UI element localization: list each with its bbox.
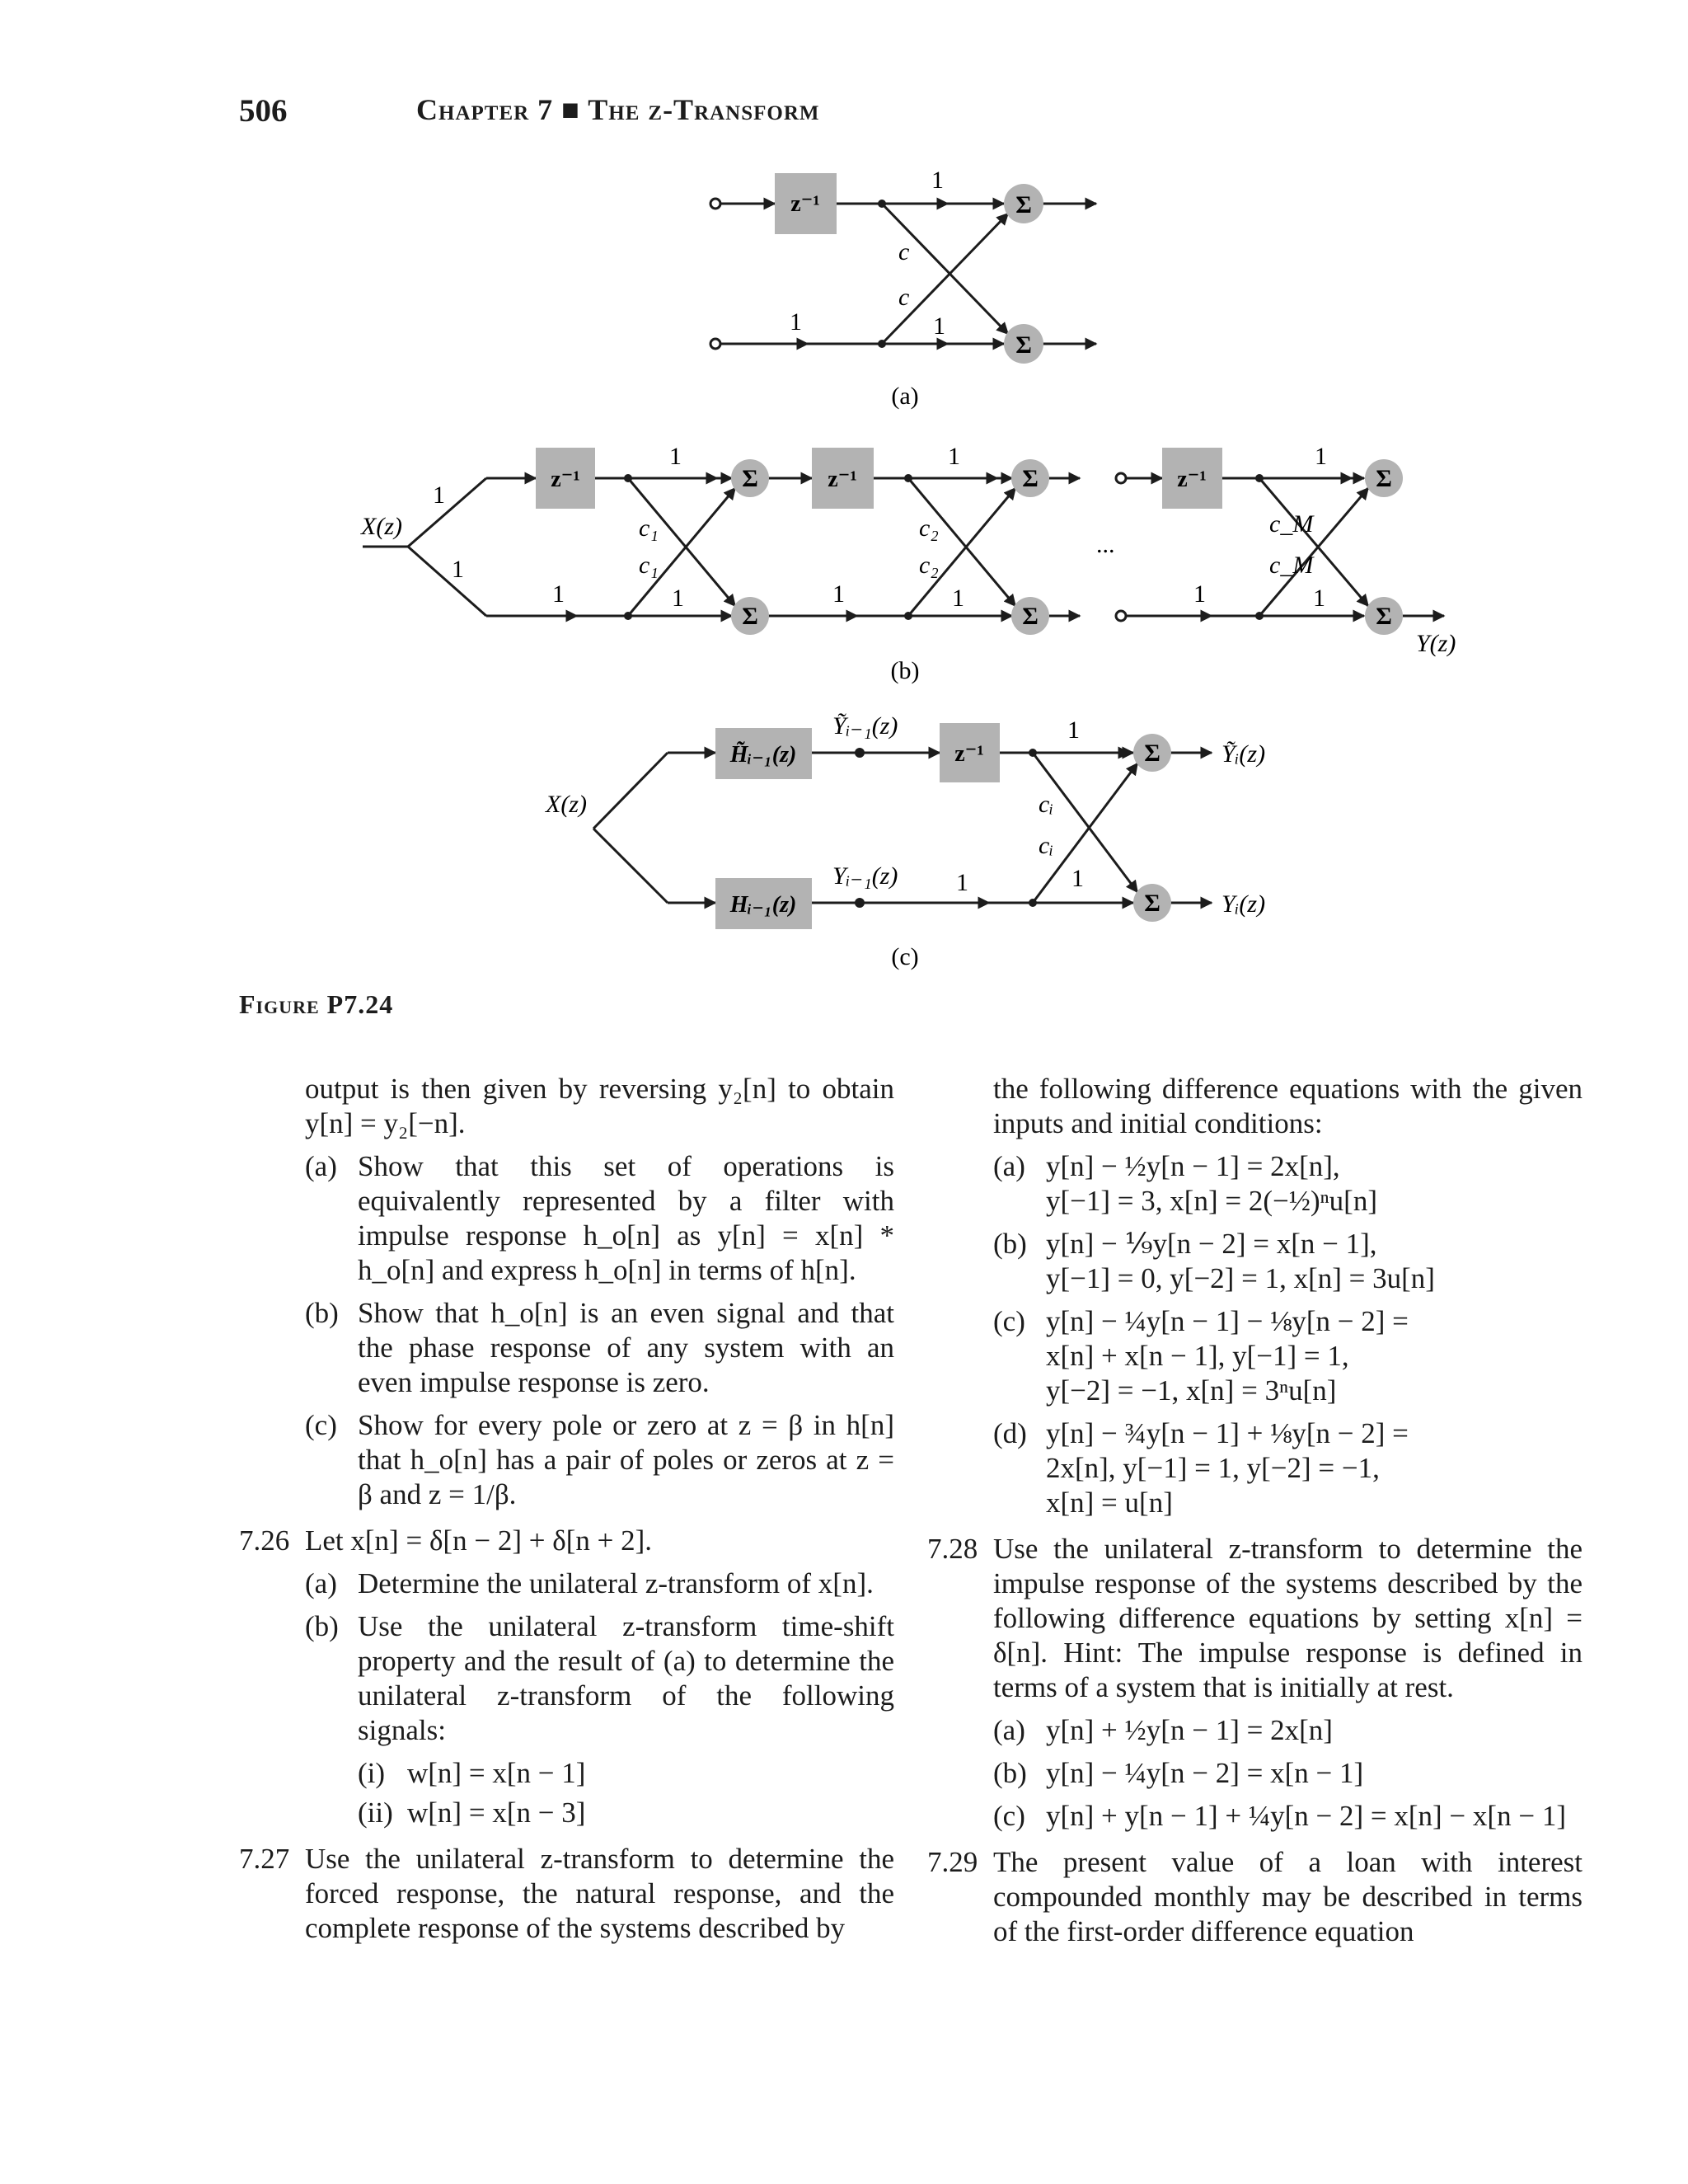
gain-label: 1: [1313, 585, 1325, 612]
equation-line: y[−2] = −1, x[n] = 3ⁿu[n]: [1046, 1374, 1337, 1407]
item-label: (i): [358, 1757, 386, 1789]
sum-label: Σ: [1144, 890, 1160, 917]
equation-line: y[−1] = 3, x[n] = 2(−½)ⁿu[n]: [1046, 1185, 1377, 1217]
item-text: Show that this set of operations is equivalently represented by a filter with impulse response h_o[n] as y[n] = x[n] * h_o[n] and express h_o[n] in terms of h[n].: [358, 1150, 894, 1286]
item-text: Use the unilateral z-transform time-shift property and the result of (a) to determine the unilateral z-transform of the following signals:: [358, 1610, 894, 1746]
list-item: [993, 1304, 1582, 1408]
gain-label: 1: [669, 443, 682, 470]
figure-caption: Figure P7.24: [239, 989, 394, 1019]
item-label: (ii): [358, 1797, 393, 1829]
figure-p7-24: [0, 0, 1688, 989]
item-label: (c): [993, 1305, 1025, 1337]
coef-label: c₂: [919, 552, 939, 579]
sum-label: Σ: [1144, 740, 1160, 767]
left-column: [239, 1072, 894, 1954]
item-label: (c): [993, 1800, 1025, 1832]
sum-label: Σ: [1022, 465, 1039, 492]
sub-item: [358, 1796, 894, 1830]
coef-label: c: [898, 284, 910, 311]
gain-label: 1: [1067, 716, 1080, 744]
output-label: Y(z): [1416, 630, 1456, 657]
item-label: (c): [305, 1409, 337, 1441]
problem-7-27: [239, 1842, 894, 1946]
problem-7-29: [927, 1845, 1582, 1949]
list-item: [305, 1609, 894, 1830]
coef-label: c_M: [1269, 552, 1314, 579]
item-text: Show for every pole or zero at z = β in h[n] that h_o[n] has a pair of poles or zeros at z = β and z = 1/β.: [358, 1409, 894, 1510]
gain-label: 1: [948, 443, 960, 470]
subfigure-label: (b): [890, 657, 920, 684]
gain-label: 1: [452, 556, 464, 583]
coef-label: c₂: [919, 514, 939, 542]
gain-label: 1: [952, 585, 964, 612]
item-label: (b): [305, 1610, 339, 1642]
gain-label: 1: [672, 585, 684, 612]
coef-label: c₁: [639, 514, 659, 542]
problem-text: Use the unilateral z-transform to determine the forced response, the natural response, and the complete response of the systems described by: [305, 1843, 894, 1944]
item-label: (a): [993, 1150, 1025, 1182]
gain-label: 1: [931, 167, 944, 194]
paragraph: output is then given by reversing y₂[n] to obtain y[n] = y₂[−n].: [305, 1073, 894, 1139]
delay-label: z⁻¹: [790, 191, 820, 217]
item-text: w[n] = x[n − 1]: [407, 1757, 586, 1789]
list-item: [305, 1149, 894, 1288]
problem-text: The present value of a loan with interest compounded monthly may be described in terms of the first-order difference equation: [993, 1846, 1582, 1947]
gain-label: 1: [790, 308, 802, 336]
coef-label: c_M: [1269, 510, 1314, 538]
sum-label: Σ: [742, 465, 758, 492]
paragraph: the following difference equations with the given inputs and initial conditions:: [993, 1073, 1582, 1139]
item-label: (a): [993, 1714, 1025, 1746]
item-label: (b): [305, 1297, 339, 1329]
ellipsis: ...: [1096, 531, 1115, 558]
item-text: Determine the unilateral z-transform of x[n].: [358, 1567, 874, 1599]
problem-number: 7.28: [927, 1533, 978, 1565]
input-label: X(z): [546, 791, 587, 818]
item-text: Show that h_o[n] is an even signal and that the phase response of any system with an even impulse response is zero.: [358, 1297, 894, 1398]
item-label: (a): [305, 1567, 337, 1599]
sum-label: Σ: [1022, 603, 1039, 630]
delay-label: z⁻¹: [1177, 467, 1207, 492]
problem-number: 7.27: [239, 1843, 290, 1875]
input-label: X(z): [361, 513, 402, 540]
delay-label: z⁻¹: [551, 467, 580, 492]
input-terminal: [710, 339, 720, 349]
list-item: [305, 1566, 894, 1601]
item-text: w[n] = x[n − 3]: [407, 1797, 586, 1829]
problem-7-28: [927, 1532, 1582, 1705]
problem-text: Use the unilateral z-transform to determine the impulse response of the systems described by the following difference equations by setting x[n] = δ[n]. Hint: The impulse response is defined in terms of a system that is initially at rest.: [993, 1533, 1582, 1703]
equation-line: y[n] − ¼y[n − 1] − ⅛y[n − 2] =: [1046, 1305, 1409, 1337]
problem-text: Let x[n] = δ[n − 2] + δ[n + 2].: [305, 1524, 653, 1557]
equation-line: y[n] − ⅑y[n − 2] = x[n − 1],: [1046, 1228, 1377, 1260]
subfigure-label: (c): [891, 943, 919, 970]
equation-line: x[n] = u[n]: [1046, 1487, 1173, 1519]
coef-label: c₁: [639, 552, 659, 579]
coef-label: cᵢ: [1039, 832, 1054, 859]
list-item: [993, 1149, 1582, 1219]
subfigure-c: [593, 753, 1212, 903]
input-terminal: [1116, 611, 1126, 621]
delay-label: z⁻¹: [954, 741, 984, 767]
subfigure-label: (a): [891, 383, 919, 410]
node-label: Yᵢ₋₁(z): [832, 862, 898, 890]
equation-line: y[−1] = 0, y[−2] = 1, x[n] = 3u[n]: [1046, 1262, 1435, 1294]
problem-7-26: [239, 1524, 894, 1558]
equation-line: 2x[n], y[−1] = 1, y[−2] = −1,: [1046, 1452, 1380, 1484]
gain-label: 1: [1071, 865, 1084, 892]
item-label: (a): [305, 1150, 337, 1182]
gain-label: 1: [1315, 443, 1327, 470]
list-item: [993, 1227, 1582, 1296]
item-text: y[n] + y[n − 1] + ¼y[n − 2] = x[n] − x[n − 1]: [1046, 1800, 1566, 1832]
list-item: [305, 1296, 894, 1400]
gain-label: 1: [933, 312, 945, 340]
sum-label: Σ: [742, 603, 758, 630]
list-item: [305, 1408, 894, 1512]
sub-item: [358, 1756, 894, 1791]
item-label: (d): [993, 1417, 1027, 1449]
gain-label: 1: [956, 869, 968, 896]
page-number: 506: [239, 93, 288, 129]
running-head: Chapter 7 ■ The z-Transform: [416, 93, 820, 126]
subfigure-b: [363, 473, 1444, 621]
item-label: (b): [993, 1757, 1027, 1789]
problem-number: 7.26: [239, 1524, 290, 1557]
node-label: Ỹᵢ₋₁(z): [832, 712, 898, 740]
gain-label: 1: [1193, 580, 1206, 608]
sum-label: Σ: [1376, 603, 1392, 630]
list-item: [993, 1713, 1582, 1748]
list-item: [993, 1756, 1582, 1791]
equation-line: y[n] − ½y[n − 1] = 2x[n],: [1046, 1150, 1340, 1182]
item-text: y[n] + ½y[n − 1] = 2x[n]: [1046, 1714, 1333, 1746]
gain-label: 1: [552, 580, 565, 608]
filter-label: Hᵢ₋₁(z): [729, 892, 797, 918]
gain-label: 1: [832, 580, 845, 608]
equation-line: x[n] + x[n − 1], y[−1] = 1,: [1046, 1340, 1349, 1372]
delay-label: z⁻¹: [828, 467, 857, 492]
sum-label: Σ: [1015, 191, 1032, 218]
sum-label: Σ: [1015, 331, 1032, 359]
input-terminal: [1116, 473, 1126, 483]
input-terminal: [710, 199, 720, 209]
list-item: [993, 1416, 1582, 1520]
right-column: [927, 1072, 1582, 1957]
gain-label: 1: [433, 481, 445, 509]
coef-label: cᵢ: [1039, 791, 1054, 818]
output-label: Ỹᵢ(z): [1221, 740, 1266, 768]
problem-number: 7.29: [927, 1846, 978, 1878]
equation-line: y[n] − ¾y[n − 1] + ⅛y[n − 2] =: [1046, 1417, 1409, 1449]
output-label: Yᵢ(z): [1221, 890, 1266, 918]
list-item: [993, 1799, 1582, 1834]
sum-label: Σ: [1376, 465, 1392, 492]
filter-label: H̃ᵢ₋₁(z): [729, 742, 797, 768]
item-text: y[n] − ¼y[n − 2] = x[n − 1]: [1046, 1757, 1364, 1789]
coef-label: c: [898, 238, 910, 265]
item-label: (b): [993, 1228, 1027, 1260]
subfigure-a: [710, 199, 1096, 349]
